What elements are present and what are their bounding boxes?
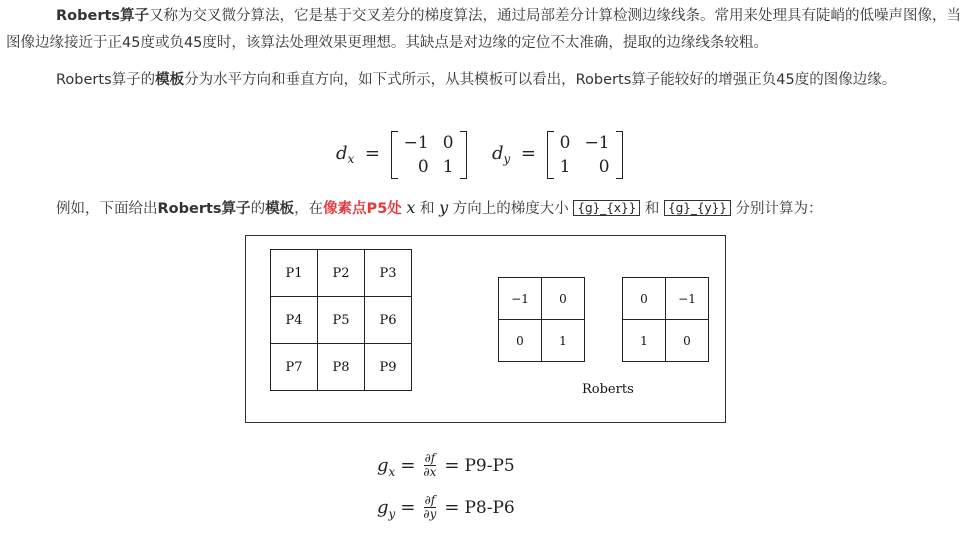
pixel-cell: P1 xyxy=(271,250,318,297)
pixel-cell: P8 xyxy=(318,344,365,391)
pixel-cell: P5 xyxy=(318,297,365,344)
template-term-2: 模板 xyxy=(265,201,295,217)
kernel-x-grid xyxy=(498,277,585,362)
kernel-cell: 0 xyxy=(542,278,585,320)
kernel-cell: 0 xyxy=(623,278,666,320)
latex-error-box-gx: {g}_{x}} xyxy=(573,200,640,216)
kernel-cell: −1 xyxy=(499,278,542,320)
kernel-cell: 0 xyxy=(499,320,542,362)
figure-caption: Roberts xyxy=(582,382,634,397)
paragraph-template xyxy=(6,67,968,94)
pixel-cell: P4 xyxy=(271,297,318,344)
template-text-2: 分为水平方向和垂直方向，如下式所示，从其模板可以看出，Roberts算子能较好的增强正负45度的图像边缘。 xyxy=(184,72,897,88)
roberts-term-2: Roberts算子 xyxy=(157,201,251,217)
pixel-grid xyxy=(270,249,412,391)
kernel-cell: −1 xyxy=(666,278,709,320)
intro-text: 又称为交叉微分算法，它是基于交叉差分的梯度算法，通过局部差分计算检测边缘线条。常用来处理具有陡峭的低噪声图像，当图像边缘接近于正45度或负45度时，该算法处理效果更理想。其缺点是对边缘的定位不太准确，提取的边缘线条较粗。 xyxy=(6,8,962,51)
matrix-dy: 0 −1 1 0 xyxy=(547,131,623,179)
kernel-cell: 1 xyxy=(623,320,666,362)
template-term: 模板 xyxy=(155,72,185,88)
roberts-term: Roberts算子 xyxy=(56,8,150,24)
roberts-figure xyxy=(245,235,726,423)
pixel-cell: P7 xyxy=(271,344,318,391)
formula-dx: $d_x$ = −1 0 0 1 xyxy=(336,131,467,179)
matrix-dx: −1 0 0 1 xyxy=(391,131,467,179)
formula-dy: $d_y$ = 0 −1 1 0 xyxy=(492,131,623,179)
pixel-p5-highlight: 像素点P5处 xyxy=(323,201,402,217)
pixel-cell: P3 xyxy=(365,250,412,297)
latex-error-box-gy: {g}_{y}} xyxy=(664,200,731,216)
equation-gy: g $_y$ = $\frac{\partial f}{\partial y}$ = P8-P6 xyxy=(377,493,515,521)
paragraph-example: 例如，下面给出Roberts算子的模板，在像素点P5处 x 和 y 方向上的梯度大小 {g}_{x}} 和 {g}_{y}} 分别计算为： xyxy=(56,198,823,217)
partial-fraction: $\frac{\partial f}{\partial x}$ xyxy=(423,451,437,479)
kernel-y-grid xyxy=(622,277,709,362)
pixel-cell: P9 xyxy=(365,344,412,391)
equation-gx: g $_x$ = $\frac{\partial f}{\partial x}$ = P9-P5 xyxy=(377,451,515,479)
pixel-cell: P2 xyxy=(318,250,365,297)
template-text-1: Roberts算子的 xyxy=(56,72,156,88)
kernel-cell: 1 xyxy=(542,320,585,362)
pixel-cell: P6 xyxy=(365,297,412,344)
partial-fraction: $\frac{\partial f}{\partial y}$ xyxy=(423,493,437,521)
paragraph-intro xyxy=(6,3,968,57)
kernel-cell: 0 xyxy=(666,320,709,362)
